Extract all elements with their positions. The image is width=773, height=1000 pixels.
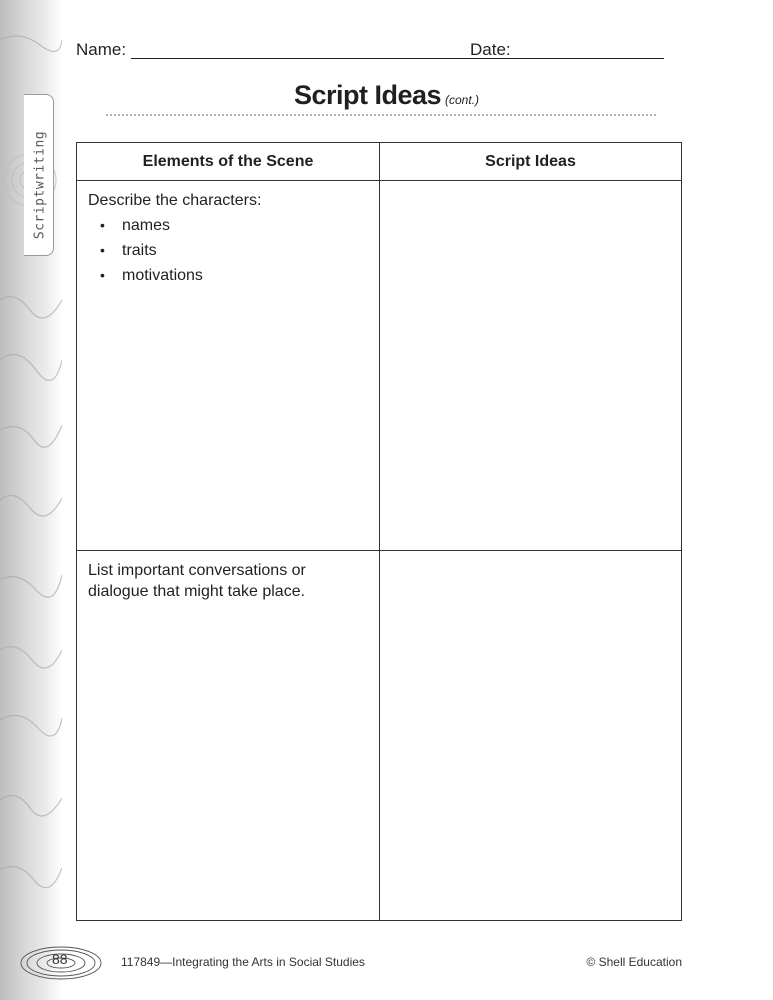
- column-header-elements: Elements of the Scene: [142, 153, 314, 170]
- page-number: 88: [52, 951, 68, 967]
- name-date-row: [76, 38, 682, 62]
- date-field-line[interactable]: [516, 58, 664, 59]
- characters-bullet-list: [91, 213, 203, 288]
- list-item: • names: [91, 213, 203, 238]
- section-tab-label: Scriptwriting: [32, 130, 48, 240]
- characters-prompt: Describe the characters:: [88, 192, 262, 209]
- title-sub: (cont.): [445, 93, 480, 107]
- dialogue-prompt-line-2: dialogue that might take place.: [88, 583, 306, 600]
- date-label: Date:: [470, 40, 511, 59]
- title-main: Script Ideas: [293, 80, 442, 110]
- column-header-script-ideas: Script Ideas: [485, 153, 576, 170]
- book-reference: 117849—Integrating the Arts in Social Studies: [121, 955, 365, 969]
- list-item: • motivations: [91, 263, 203, 288]
- dialogue-prompt: [88, 560, 306, 602]
- script-ideas-table: [76, 142, 682, 921]
- dotted-divider: [106, 114, 656, 116]
- page-title: [0, 80, 773, 111]
- copyright: © Shell Education: [586, 955, 682, 969]
- script-ideas-cell-1[interactable]: [380, 181, 681, 550]
- list-item: • traits: [91, 238, 203, 263]
- name-label: Name:: [76, 40, 127, 59]
- script-ideas-cell-2[interactable]: [380, 551, 681, 920]
- dialogue-prompt-line-1: List important conversations or: [88, 562, 306, 579]
